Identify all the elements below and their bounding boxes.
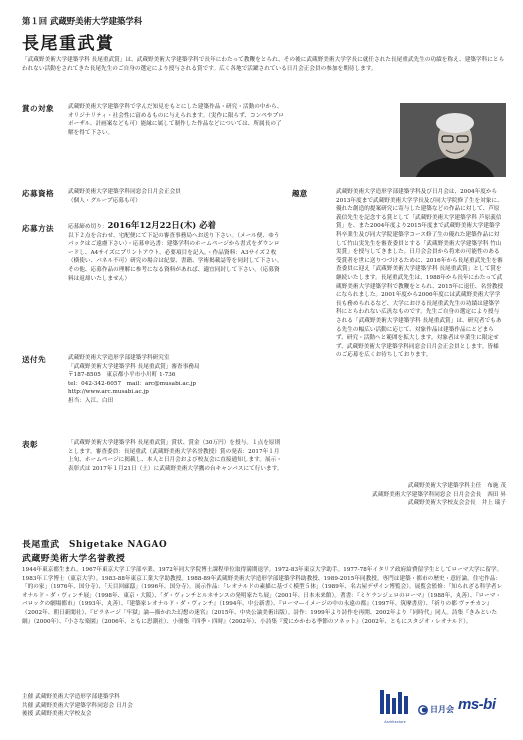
eligibility-label: 応募資格 <box>22 189 54 198</box>
deadline-prefix: 応募締め切り： <box>68 224 108 230</box>
msbi-logo: ms-bi <box>458 696 496 713</box>
eligibility-line-2: （個人・グループ応募も可） <box>68 197 141 204</box>
sendto-line: 担当：入江、白田 <box>68 397 114 404</box>
purpose-text: 武蔵野美術大学造形学部建築学科及び日月会は、2004年度から2013年度まで武蔵野美術大学学長及び同大学院修了生を対象に、優れた創造的提案研究に寄与した建築などの作品に対して、芦原義信先生を記念する賞として「武蔵野美術大学建築学科 芦原義信賞」を、また2004年度より2015年度まで武蔵野美術大学建築学科卒業生及び同大学院建築学コース修了生の優れた建築作品に対して竹山実先生を審査委員とする「武蔵野美術大学建築学科 竹山実賞」を授与してきました。日月会会員から将来の可能性のある受賞者を世に送りつづけるために、2016年から長尾重武先生を審査委員に迎え「武蔵野美術大学建築学科 長尾重武賞」として賞を継続いたします。長尾重武先生は、1988年から長年にわたって武蔵野美術大学建築学科で教鞭をとられ、2015年に退任、名誉教授になられました。2001年度から2006年度には武蔵野美術大学学長も務められるなど、大学における長尾重武先生の功績は建築学科にとらわれない広汎なものです。先生ご自身の選定により授与される「武蔵野美術大学建築学科 長尾重武賞」は、研究者でもある先生の幅広い活動に応じて、対象作品は建築作品にとどまらず、研究・活動へと範囲を拡大します。対象者は卒業生に限定せず、武蔵野美術大学建築学科同窓会日月会正会員とします。皆様のご応募を広くお待ちしております。 <box>336 189 504 359</box>
nichigetsu-logo <box>418 704 454 715</box>
footer-credits <box>22 693 133 719</box>
sendto-line: 武蔵野美術大学造形学部建築学科研究室 <box>68 355 170 361</box>
target-text: 武蔵野美術大学建築学科で学んだ知見をもとにした建築作品・研究・活動の中から、オリジナリティ・社会性に富めるものに与えられます。（実作に限らず、コンペやプロポーザル、計画案なども可）能縁に属して制作した作品などについては、所属長の了解を得て下さい。 <box>68 104 284 136</box>
purpose-label: 趣意 <box>292 189 308 198</box>
page-title: 長尾重武賞 <box>22 34 115 54</box>
eligibility-text <box>68 188 284 205</box>
sendto-line: 「武蔵野美術大学建築学科 長尾重武賞」審査事務局 <box>68 363 200 370</box>
mau-logo <box>378 688 412 724</box>
sendto-text <box>68 354 284 406</box>
sendto-line: 〒187-8505 東京都小平市小川町 1-736 <box>68 372 176 379</box>
eligibility-line-1: 武蔵野美術大学建築学科同窓会日月会正会員 <box>68 189 181 195</box>
portrait-photo <box>400 103 506 177</box>
nichigetsu-mark-icon <box>418 705 428 715</box>
target-label: 賞の対象 <box>22 104 54 113</box>
page-subtitle: 第１回 武蔵野美術大学建築学科 <box>22 16 143 26</box>
sendto-label: 送付先 <box>22 355 46 364</box>
co-organizer: 共催 武蔵野美術大学建築学科同窓会 日月会 <box>22 702 133 709</box>
support: 後援 武蔵野美術大学校友会 <box>22 711 92 718</box>
nichigetsu-text: 日月会 <box>430 704 454 714</box>
signature-row: 武蔵野美術大学建築学科同窓会 日月会会長 西田 昇 <box>372 491 506 498</box>
method-body: 以下２点を合わせ、宅配便にて下記の審査事務局へお送り下さい。（メール便、ゆうパックはご遠慮下さい）・応募申込書：建築学科のホームページから書式をダウンロードし、A4サイズにプリントアウト、必要項目を記入。・作品資料：A3サイズ２枚（横使い、パネル不可）研究の場合は紀要、書籍、学術掲載誌等を同封して下さい。その他、応募作品の理解に参考になる資料があれば、適宜同封して下さい。（応募資料は返却いたしません） <box>68 232 283 282</box>
organizer: 主催 武蔵野美術大学造形学部建築学科 <box>22 694 120 700</box>
signatures <box>298 482 506 508</box>
method-label: 応募方法 <box>22 224 54 233</box>
award-label: 表彰 <box>22 440 38 449</box>
method-text <box>68 221 284 283</box>
sendto-url[interactable]: http://www.arc.musabi.ac.jp <box>68 389 149 396</box>
profile-bio: 1944年東京都生まれ。1967年東京大学工学部卒業、1972年同大学院博士課程単位取得満期退学。1972-83年東京大学助手。1977-78年イタリア政府給費留学生としてローマ大学に留学。1983年工学博士（東京大学）。1983-88年東京工業大学助教授。1988-89年武蔵野美術大学造形学部建築学科助教授、1989-2015年同教授。専門は建築・都市の歴史・意匠論。住宅作品：「的の家」（1976年、国分寺）、「天目回廊邸」（1996年、国分寺）。展示作品：「レオナルドの素描に基づく模型５体」（1989年、名古屋デザイン博覧会）。展覧会監修：「知られざる科学者レオナルド・ダ・ヴィンチ展」（1998年、東京・大阪）、「ダ・ヴィンチとルネサンスの発明家たち展」（2001年、日本未来館）。著書：『ミケランジェロのローマ』（1988年、丸善）、『ローマ・バロックの劇場都市』（1993年、丸善）、『建築家レオナルド・ダ・ヴィンチ』（1994年、中公新書）、『ローマ—イメージの中の永遠の都』（1997年、筑摩書房）、『祈りの都 ヴァチカン』（2002年、朝日新聞社）、『ピラネージ「牢獄」論—描かれた幻想の迷宮』（2015年、中央公論美術出版）。詩作：1999年より詩作を再開、2002年より「同時代」同人。詩集『きみといた網』（2000年）、『小さな楽園』（2006年、ともに思潮社）、小冊集『四季・四時』（2002年）、小詩集『愛にかかわる季節のソネット』（2002年、ともにスタジオ・レオナルド）。 <box>22 567 503 625</box>
signature-row: 武蔵野美術大学校友会会長 井上 瑞子 <box>407 500 506 507</box>
award-text: 「武蔵野美術大学建築学科 長尾重武賞」賞状、賞金（30万円）を授与。１点を原則とします。審査委員：長尾重武（武蔵野美術大学名誉教授）賞の発表：2017年１月上旬、ホームページに掲載し、本人と日月会および校友会に直接通知します。展示・表彰式は 2017年１月21日（土）に武蔵野美術大学鷹の台キャンパスにて行います。 <box>68 440 283 472</box>
profile-name: 長尾重武 Shigetake NAGAO <box>22 540 168 550</box>
sendto-contact[interactable]: tel：042-342-6057 mail：arc@musabi.ac.jp <box>68 380 197 387</box>
intro-paragraph: 「武蔵野美術大学建築学科 長尾重武賞」は、武蔵野美術大学建築学科で長年にわたって教鞭をとられ、その後に武蔵野美術大学学長に就任された長尾重武先生の功績を称え、建築学科にとらわれない活動をされてきた長尾先生のご自身の選定により授与される賞です。広く各地で活躍されている日月会正会員の参加を期待します。 <box>22 57 505 72</box>
deadline: 2016年12月22日(木) 必着 <box>107 220 217 230</box>
profile-title: 武蔵野美術大学名誉教授 <box>22 554 126 564</box>
signature-row: 武蔵野美術大学建築学科主任 布施 茂 <box>407 483 506 489</box>
mau-logo-sub: Architecture <box>384 720 406 724</box>
